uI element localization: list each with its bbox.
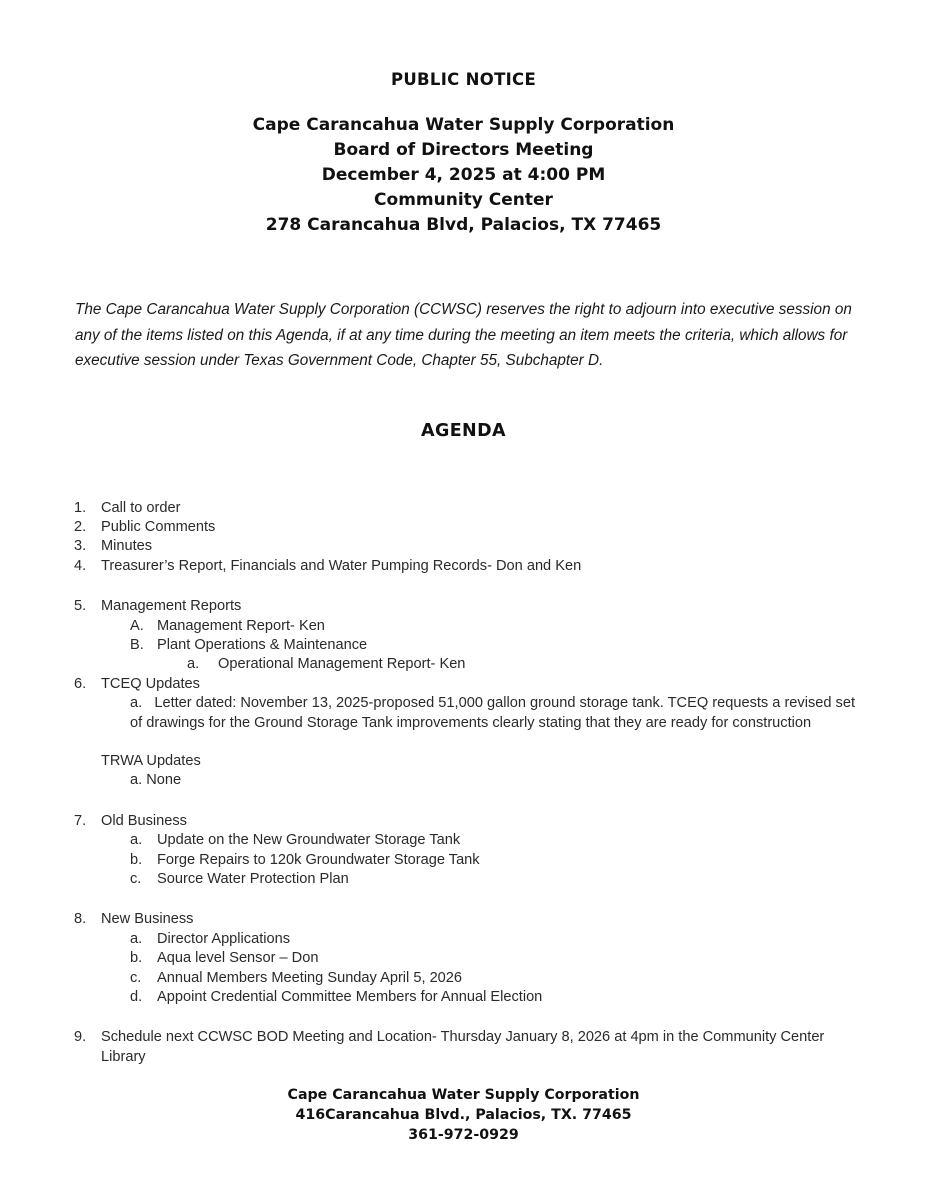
document-header [0,0,927,238]
spacer [0,889,927,910]
agenda-item-8d-marker: d. [130,989,143,1006]
meeting-datetime: December 4, 2025 at 4:00 PM [321,165,606,185]
trwa-updates-heading: TRWA Updates [101,752,201,769]
footer-organization: Cape Carancahua Water Supply Corporation [287,1087,640,1103]
agenda-item-8b-marker: b. [130,950,143,967]
meeting-type: Board of Directors Meeting [333,140,594,160]
agenda-item-7c-text: Source Water Protection Plan [157,871,349,887]
agenda-item-8-marker: 8. [74,911,87,928]
spacer [0,1007,927,1028]
agenda-item-3-text: Minutes [101,538,153,555]
agenda-item-3 [0,537,927,556]
agenda-item-4 [0,557,927,576]
agenda-item-5b-a-marker: a. [187,656,200,673]
agenda-item-5 [0,597,927,616]
agenda-item-8a [0,930,927,949]
agenda-item-8c-marker: c. [130,969,142,986]
agenda-item-5a [0,617,927,636]
agenda-item-6 [0,675,927,694]
trwa-updates-sub-a: a. None [130,772,182,789]
agenda-item-6-marker: 6. [74,675,87,692]
agenda-item-7a-marker: a. [130,832,143,849]
agenda-item-5b-marker: B. [130,636,144,653]
agenda-item-7b [0,851,927,870]
agenda-item-2-marker: 2. [74,518,87,535]
footer-address: 416Carancahua Blvd., Palacios, TX. 77465 [295,1107,632,1123]
spacer [0,791,927,812]
agenda-item-9-text: Schedule next CCWSC BOD Meeting and Location- Thursday January 8, 2026 at 4pm in the Community Center Library [101,1029,825,1065]
agenda-item-7-marker: 7. [74,812,87,829]
agenda-item-8b [0,949,927,968]
agenda-item-1-text: Call to order [101,499,181,516]
agenda-item-5b-text: Plant Operations & Maintenance [157,636,368,653]
footer-phone: 361-972-0929 [408,1127,519,1143]
agenda-item-7c-marker: c. [130,871,142,887]
agenda-item-9 [0,1028,927,1067]
agenda-item-8a-text: Director Applications [157,930,291,947]
agenda-item-5b [0,636,927,655]
agenda-item-1 [0,499,927,518]
agenda-item-8a-marker: a. [130,930,143,947]
agenda-item-8 [0,910,927,929]
meeting-address: 278 Carancahua Blvd, Palacios, TX 77465 [265,215,662,235]
agenda-item-8b-text: Aqua level Sensor – Don [157,950,319,967]
agenda-item-2 [0,518,927,537]
agenda-item-7a [0,831,927,850]
agenda-item-4-text: Treasurer’s Report, Financials and Water Pumping Records- Don and Ken [101,557,582,574]
agenda-heading: AGENDA [421,420,506,441]
spacer [0,576,927,597]
agenda-item-1-marker: 1. [74,499,87,516]
agenda-item-9-marker: 9. [74,1029,87,1046]
agenda-item-6a-text: Letter dated: November 13, 2025-proposed 51,000 gallon ground storage tank. TCEQ requests a revised set of drawings for the Ground Storage Tank improvements clearly stating that they are ready for construction [130,695,856,731]
agenda-item-4-marker: 4. [74,557,87,574]
agenda-item-7-text: Old Business [101,812,187,829]
agenda-item-7b-text: Forge Repairs to 120k Groundwater Storage Tank [157,851,480,868]
meeting-venue: Community Center [374,190,553,210]
organization-name: Cape Carancahua Water Supply Corporation [252,115,675,135]
document-footer [0,1085,927,1145]
executive-session-disclaimer: The Cape Carancahua Water Supply Corporation (CCWSC) reserves the right to adjourn into executive session on any of the items listed on this Agenda, if at any time during the meeting an item meets the criteria, which allows for executive session under Texas Government Code, Chapter 55, Subchapter D. [75,301,852,369]
agenda-list [0,499,927,1068]
public-notice-title: PUBLIC NOTICE [390,70,537,89]
agenda-item-7 [0,812,927,831]
agenda-item-8c-text: Annual Members Meeting Sunday April 5, 2026 [157,969,463,986]
agenda-item-6a-marker: a. [130,695,155,712]
agenda-item-5b-a [0,655,927,674]
agenda-item-8d [0,988,927,1007]
spacer [0,733,927,752]
agenda-item-8c [0,969,927,988]
agenda-item-8d-text: Appoint Credential Committee Members for Annual Election [157,989,543,1006]
agenda-item-5b-a-text: Operational Management Report- Ken [218,656,466,673]
agenda-item-3-marker: 3. [74,538,87,555]
agenda-item-6a [0,694,927,733]
agenda-item-7c [0,870,927,889]
agenda-item-8-text: New Business [101,911,194,928]
agenda-item-7a-text: Update on the New Groundwater Storage Tank [157,832,461,849]
agenda-item-6-text: TCEQ Updates [101,675,200,692]
agenda-item-2-text: Public Comments [101,518,216,535]
agenda-item-5-marker: 5. [74,598,87,615]
meeting-header-block [0,113,927,238]
agenda-item-5a-text: Management Report- Ken [157,617,325,634]
agenda-item-5-text: Management Reports [101,598,242,615]
agenda-item-5a-marker: A. [130,617,144,634]
agenda-item-7b-marker: b. [130,851,143,868]
